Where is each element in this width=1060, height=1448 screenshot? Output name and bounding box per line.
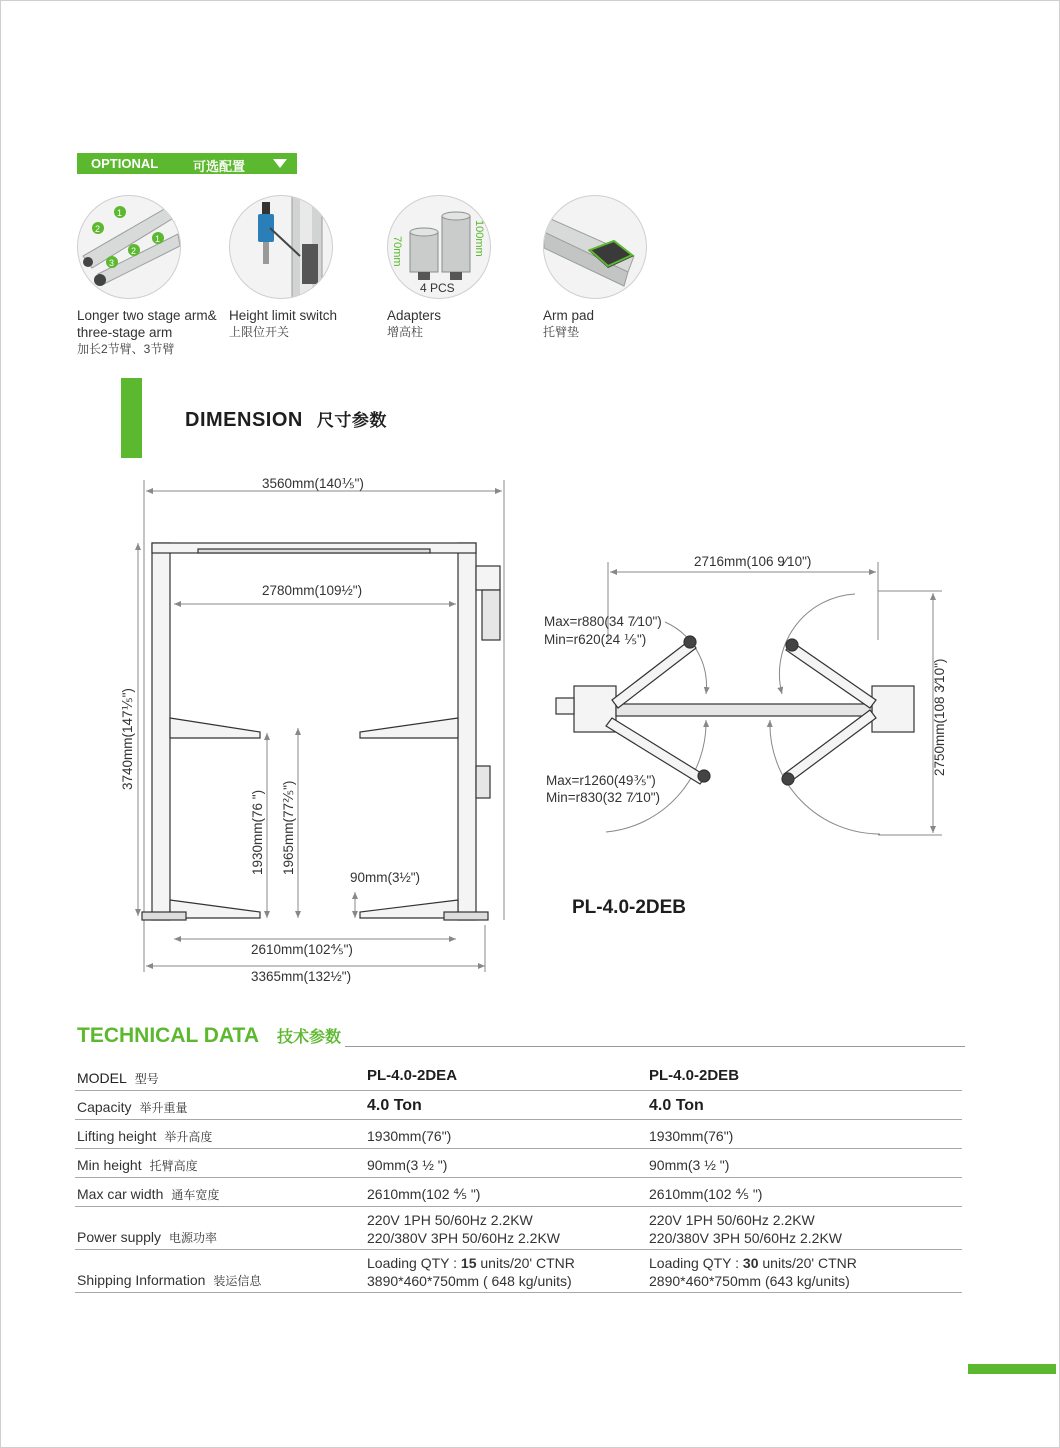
row-value-b: 1930mm(76") bbox=[649, 1128, 734, 1144]
svg-text:2: 2 bbox=[95, 224, 101, 234]
shipping-b-suffix: units/20' CTNR bbox=[758, 1255, 857, 1271]
shipping-a-prefix: Loading QTY : bbox=[367, 1255, 461, 1271]
two-post-lift-front-view bbox=[142, 543, 500, 920]
power-supply-row bbox=[75, 1207, 962, 1250]
row-value-b: 2610mm(102 ⅘ ") bbox=[649, 1186, 763, 1202]
row-label: Lifting height bbox=[77, 1128, 157, 1144]
row-value-a: 90mm(3 ½ ") bbox=[367, 1157, 448, 1173]
option-title-cn: 加长2节臂、3节臂 bbox=[77, 342, 175, 356]
row-label-cn: 托臂高度 bbox=[149, 1159, 198, 1173]
option-title-cn: 增高柱 bbox=[387, 325, 424, 339]
long-arm-max-label: Max=r1260(49⅗") bbox=[546, 773, 656, 788]
adapter-70mm-callout: 70mm bbox=[391, 236, 403, 267]
title-divider bbox=[345, 1046, 965, 1047]
power-b-line1: 220V 1PH 50/60Hz 2.2KW bbox=[649, 1212, 815, 1228]
row-label: Power supply bbox=[77, 1229, 162, 1245]
drawing-model-label: PL-4.0-2DEB bbox=[572, 897, 687, 918]
svg-text:3: 3 bbox=[109, 258, 115, 268]
adapter-100mm-callout: 100mm bbox=[473, 220, 485, 257]
row-value-a: 2610mm(102 ⅘ ") bbox=[367, 1186, 481, 1202]
inner-width-label: 2780mm(109½") bbox=[262, 583, 363, 598]
table-row bbox=[75, 1149, 962, 1178]
model-a-header: PL-4.0-2DEA bbox=[367, 1067, 458, 1084]
shipping-a-suffix: units/20' CTNR bbox=[476, 1255, 575, 1271]
model-b-header: PL-4.0-2DEB bbox=[649, 1067, 740, 1084]
model-label-cn: 型号 bbox=[134, 1072, 159, 1086]
drive-through-label: 2610mm(102⅘") bbox=[251, 942, 353, 957]
min-height-label: 90mm(3½") bbox=[350, 870, 421, 885]
svg-text:1: 1 bbox=[155, 234, 161, 244]
lifting-height-label: 1930mm(76 ") bbox=[250, 789, 265, 875]
long-arm-min-label: Min=r830(32 7⁄10") bbox=[546, 790, 660, 805]
table-row bbox=[75, 1178, 962, 1207]
row-value-b: 90mm(3 ½ ") bbox=[649, 1157, 730, 1173]
option-title: Adapters bbox=[387, 308, 442, 323]
row-label-cn: 通车宽度 bbox=[171, 1188, 220, 1202]
row-label: Shipping Information bbox=[77, 1272, 206, 1288]
option-title-cn: 上限位开关 bbox=[229, 325, 290, 339]
base-width-label: 3365mm(132½") bbox=[251, 969, 352, 984]
overall-width-label: 3560mm(140⅕") bbox=[262, 476, 364, 491]
technical-table bbox=[75, 1062, 962, 1293]
short-arm-max-label: Max=r880(34 7⁄10") bbox=[544, 614, 662, 629]
power-a-line1: 220V 1PH 50/60Hz 2.2KW bbox=[367, 1212, 533, 1228]
adapter-quantity: 4 PCS bbox=[420, 281, 455, 295]
post-span-label: 2716mm(106 9⁄10") bbox=[694, 554, 812, 569]
svg-text:2: 2 bbox=[131, 246, 137, 256]
power-a-line2: 220/380V 3PH 50/60Hz 2.2KW bbox=[367, 1230, 561, 1246]
table-header-row bbox=[75, 1062, 962, 1091]
technical-title-cn: 技术参数 bbox=[277, 1029, 342, 1046]
row-label-cn: 电源功率 bbox=[169, 1231, 218, 1245]
short-arm-min-label: Min=r620(24 ⅕") bbox=[544, 632, 647, 647]
option-title: Height limit switch bbox=[229, 308, 338, 323]
shipping-a-qty: 15 bbox=[460, 1255, 477, 1271]
footer-accent-bar bbox=[968, 1364, 1056, 1374]
row-label: Min height bbox=[77, 1157, 142, 1173]
row-value-b: 4.0 Ton bbox=[649, 1097, 704, 1114]
shipping-b-qty: 30 bbox=[742, 1255, 759, 1271]
dimension-title-cn: 尺寸参数 bbox=[316, 411, 387, 430]
depth-label: 2750mm(108 3⁄10") bbox=[932, 658, 947, 776]
row-label-cn: 举升高度 bbox=[164, 1130, 213, 1144]
table-row bbox=[75, 1120, 962, 1149]
power-b-line2: 220/380V 3PH 50/60Hz 2.2KW bbox=[649, 1230, 843, 1246]
dimension-title: DIMENSION 尺寸参数 bbox=[185, 409, 387, 431]
option-title: Arm pad bbox=[543, 308, 595, 323]
row-label: Max car width bbox=[77, 1186, 164, 1202]
row-value-a: 1930mm(76") bbox=[367, 1128, 452, 1144]
shipping-b-size: 2890*460*750mm (643 kg/units) bbox=[649, 1273, 850, 1289]
row-label-cn: 装运信息 bbox=[213, 1274, 262, 1288]
overall-height-label: 3740mm(147⅕") bbox=[120, 688, 135, 790]
option-title-cn: 托臂垫 bbox=[543, 325, 580, 339]
table-row bbox=[75, 1091, 962, 1120]
shipping-row bbox=[75, 1250, 962, 1293]
technical-title: TECHNICAL DATA 技术参数 bbox=[77, 1024, 342, 1047]
option-title: Longer two stage arm& three-stage arm bbox=[77, 308, 217, 340]
optional-label-cn: 可选配置 bbox=[193, 159, 246, 174]
shipping-a-size: 3890*460*750mm ( 648 kg/units) bbox=[367, 1273, 572, 1289]
two-post-lift-top-view bbox=[556, 636, 914, 785]
row-label-cn: 举升重量 bbox=[139, 1101, 188, 1115]
optional-label: OPTIONAL bbox=[91, 156, 159, 171]
max-height-label: 1965mm(77⅖") bbox=[281, 780, 296, 875]
model-label: MODEL bbox=[77, 1070, 127, 1086]
row-label: Capacity bbox=[77, 1099, 132, 1115]
row-value-a: 4.0 Ton bbox=[367, 1097, 422, 1114]
shipping-b-prefix: Loading QTY : bbox=[649, 1255, 743, 1271]
svg-text:1: 1 bbox=[117, 208, 123, 218]
